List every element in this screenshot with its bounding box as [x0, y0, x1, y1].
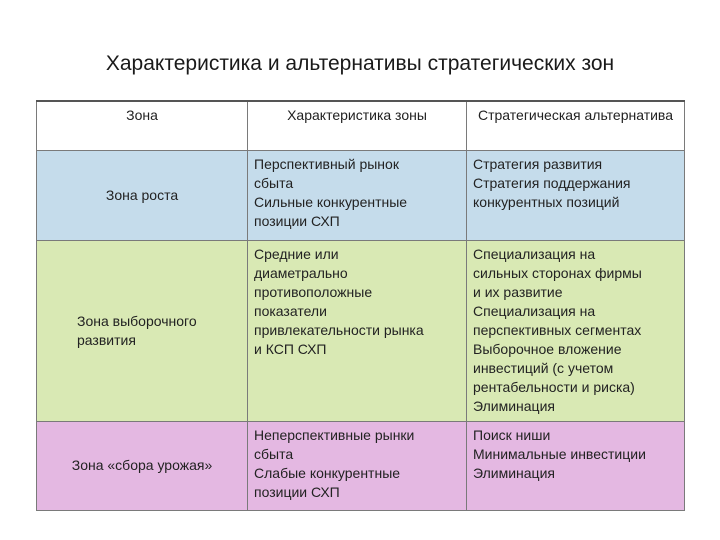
cell-line: Неперспективные рынки — [254, 426, 415, 443]
cell-line: сбыта — [254, 175, 294, 192]
header-alternative: Стратегическая альтернатива — [467, 101, 685, 151]
cell-line: рентабельности и риска) — [473, 378, 635, 395]
cell-line: Средние или — [254, 245, 339, 262]
cell-line: сильных сторонах фирмы — [473, 264, 642, 281]
cell-line: Элиминация — [473, 397, 555, 414]
alternative-cell — [467, 151, 685, 240]
table-row — [37, 240, 685, 421]
zone-cell: Зона роста — [37, 151, 248, 240]
characteristic-cell — [248, 421, 467, 510]
cell-line: привлекательности рынка — [254, 321, 424, 338]
cell-line: Минимальные инвестиции — [473, 445, 646, 462]
cell-line: сбыта — [254, 445, 294, 462]
cell-line: Выборочное вложение — [473, 340, 622, 357]
strategic-zones-table — [36, 100, 685, 511]
table-row — [37, 421, 685, 510]
cell-line: диаметрально — [254, 264, 348, 281]
cell-line: и КСП СХП — [254, 340, 327, 357]
cell-line: Специализация на — [473, 245, 596, 262]
cell-line: Перспективный рынок — [254, 156, 399, 173]
cell-line: Элиминация — [473, 464, 555, 481]
cell-line: Слабые конкурентные — [254, 464, 401, 481]
alternative-cell — [467, 421, 685, 510]
cell-line: и их развитие — [473, 283, 563, 300]
page-title: Характеристика и альтернативы стратегических зон — [105, 52, 615, 75]
table-row — [37, 151, 685, 240]
cell-line: Стратегия развития — [473, 156, 603, 173]
zone-cell: Зона «сбора урожая» — [37, 421, 248, 510]
cell-line: позиции СХП — [254, 483, 340, 500]
cell-line: Поиск ниши — [473, 426, 551, 443]
header-zone: Зона — [37, 101, 248, 151]
cell-line: конкурентных позиций — [473, 194, 620, 211]
cell-line: инвестиций (с учетом — [473, 359, 614, 376]
table-header-row — [37, 101, 685, 151]
cell-line: позиции СХП — [254, 213, 340, 230]
cell-line: Специализация на — [473, 302, 596, 319]
cell-line: перспективных сегментах — [473, 321, 642, 338]
cell-line: противоположные — [254, 283, 373, 300]
cell-line: Стратегия поддержания — [473, 175, 631, 192]
alternative-cell — [467, 240, 685, 421]
zone-cell — [37, 240, 248, 421]
header-characteristic: Характеристика зоны — [248, 101, 467, 151]
characteristic-cell — [248, 240, 467, 421]
cell-line: Сильные конкурентные — [254, 194, 408, 211]
characteristic-cell — [248, 151, 467, 240]
cell-line: развития — [77, 331, 136, 348]
cell-line: Зона выборочного — [77, 312, 197, 329]
cell-line: показатели — [254, 302, 327, 319]
